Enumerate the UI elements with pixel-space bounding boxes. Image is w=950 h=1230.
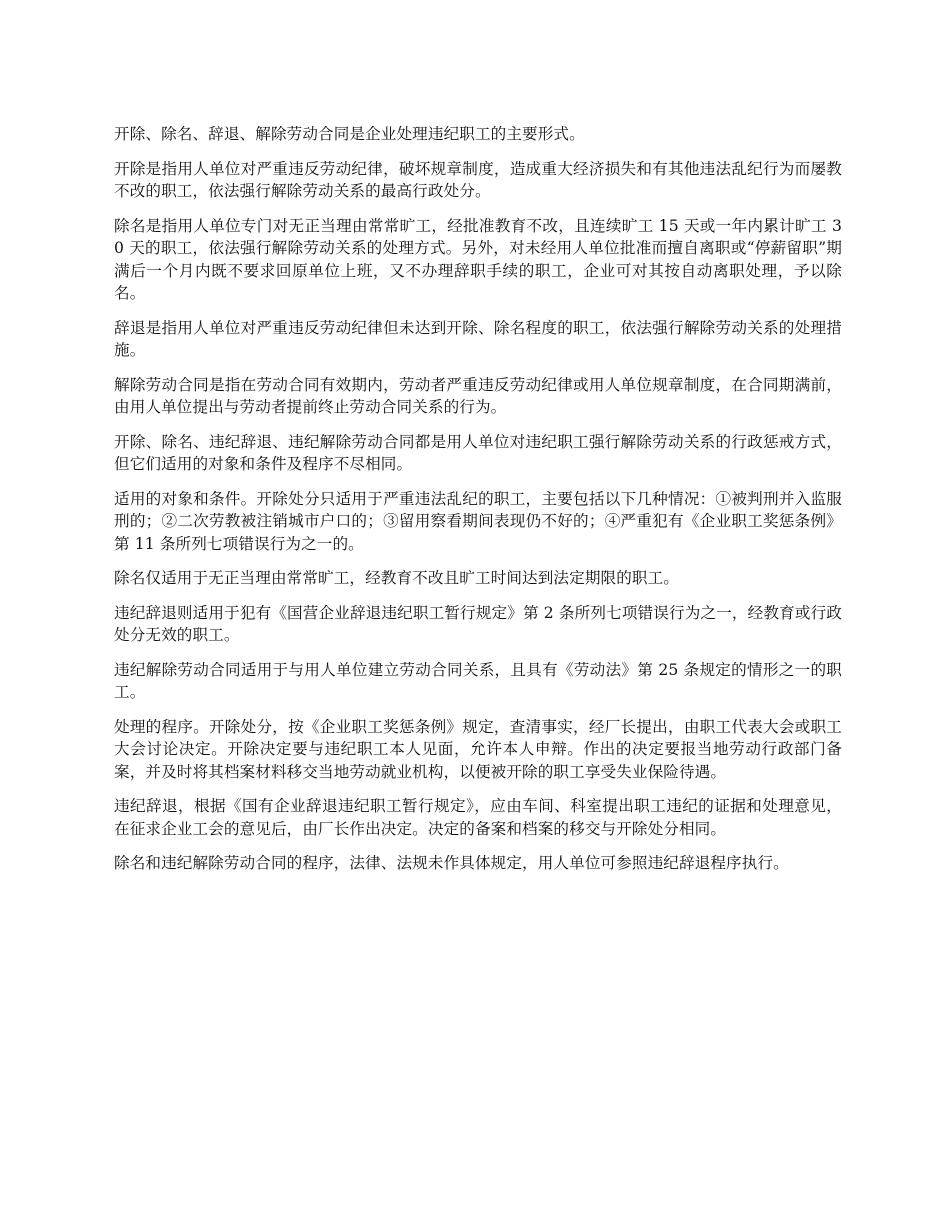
paragraph-12: 违纪辞退，根据《国有企业辞退违纪职工暂行规定》，应由车间、科室提出职工违纪的证据和处理意见，在征求企业工会的意见后，由厂长作出决定。决定的备案和档案的移交与开除处分相同。: [114, 797, 842, 838]
paragraph-3: 除名是指用人单位专门对无正当理由常常旷工，经批准教育不改，且连续旷工 15 天或一年内累计旷工 30 天的职工，依法强行解除劳动关系的处理方式。另外，对未经用人单位批准而擅自离职或“停薪留职”期满后一个月内既不要求回原单位上班，又不办理辞职手续的职工，企业可对其按自动离职处理，予以除名。: [114, 216, 842, 302]
paragraph-1: 开除、除名、辞退、解除劳动合同是企业处理违纪职工的主要形式。: [114, 125, 585, 143]
paragraph-11: 处理的程序。开除处分，按《企业职工奖惩条例》规定，查清事实，经厂长提出，由职工代表大会或职工大会讨论决定。开除决定要与违纪职工本人见面，允许本人申辩。作出的决定要报当地劳动行政部门备案，并及时将其档案材料移交当地劳动就业机构，以便被开除的职工享受失业保险待遇。: [114, 717, 842, 781]
paragraph-2: 开除是指用人单位对严重违反劳动纪律，破坏规章制度，造成重大经济损失和有其他违法乱纪行为而屡教不改的职工，依法强行解除劳动关系的最高行政处分。: [114, 159, 842, 200]
paragraph-5: 解除劳动合同是指在劳动合同有效期内，劳动者严重违反劳动纪律或用人单位规章制度，在合同期满前，由用人单位提出与劳动者提前终止劳动合同关系的行为。: [114, 375, 842, 416]
paragraph-4: 辞退是指用人单位对严重违反劳动纪律但未达到开除、除名程度的职工，依法强行解除劳动关系的处理措施。: [114, 318, 842, 359]
paragraph-8: 除名仅适用于无正当理由常常旷工，经教育不改且旷工时间达到法定期限的职工。: [114, 569, 679, 587]
paragraph-10: 违纪解除劳动合同适用于与用人单位建立劳动合同关系，且具有《劳动法》第 25 条规定的情形之一的职工。: [114, 660, 842, 701]
paragraph-6: 开除、除名、违纪辞退、违纪解除劳动合同都是用人单位对违纪职工强行解除劳动关系的行政惩戒方式，但它们适用的对象和条件及程序不尽相同。: [114, 432, 842, 473]
paragraph-7: 适用的对象和条件。开除处分只适用于严重违法乱纪的职工，主要包括以下几种情况：①被判刑并入监服刑的；②二次劳教被注销城市户口的；③留用察看期间表现仍不好的；④严重犯有《企业职工奖惩条例》第 11 条所列七项错误行为之一的。: [114, 489, 842, 553]
paragraph-13: 除名和违纪解除劳动合同的程序，法律、法规未作具体规定，用人单位可参照违纪辞退程序执行。: [114, 854, 789, 872]
paragraph-9: 违纪辞退则适用于犯有《国营企业辞退违纪职工暂行规定》第 2 条所列七项错误行为之一，经教育或行政处分无效的职工。: [114, 603, 842, 644]
document-body: [114, 123, 842, 887]
